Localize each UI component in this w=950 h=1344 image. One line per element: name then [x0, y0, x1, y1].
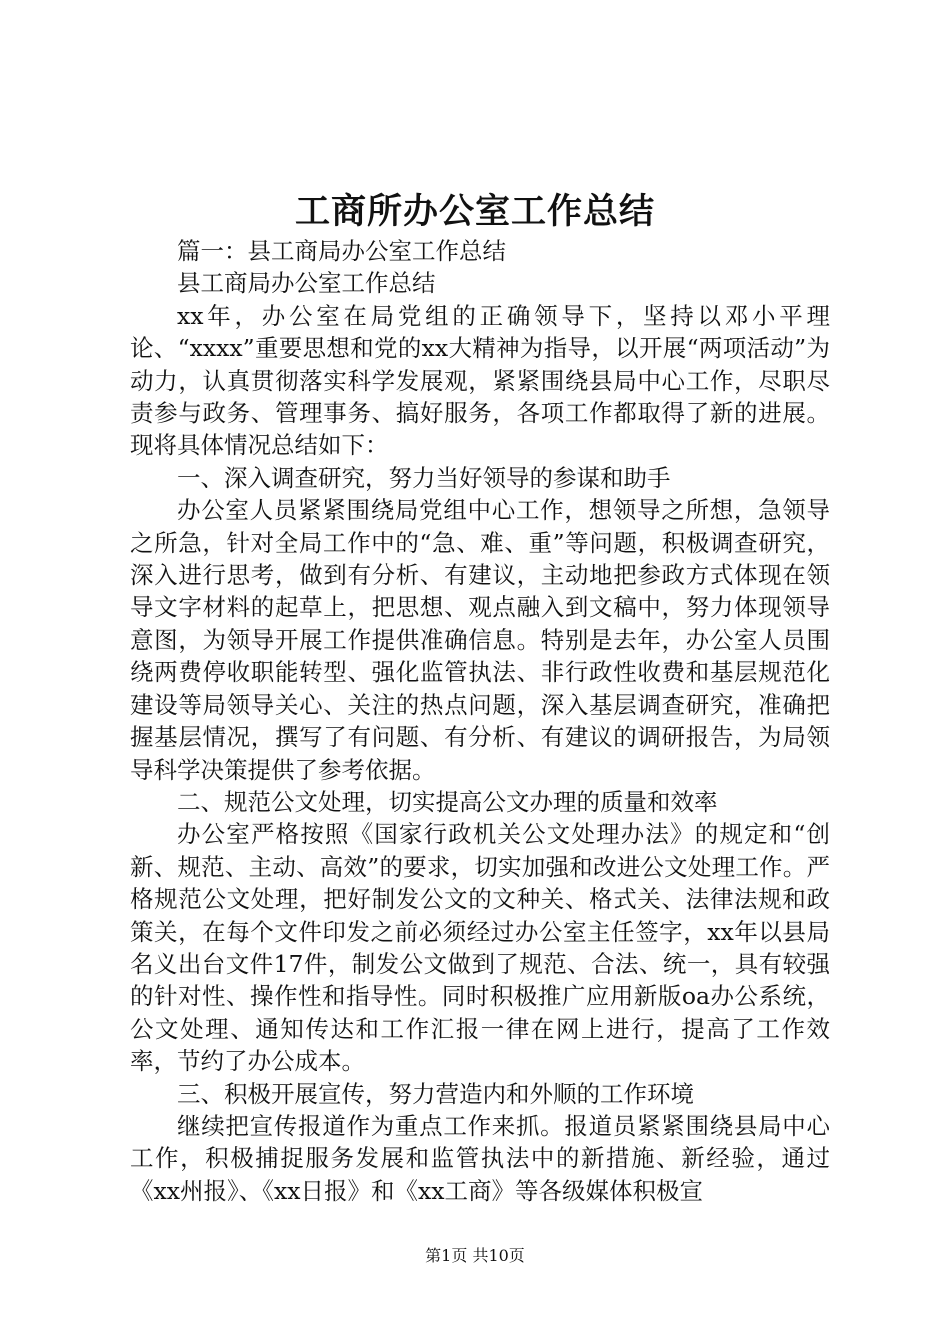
document-body [130, 235, 830, 1207]
section-heading: 一、深入调查研究，努力当好领导的参谋和助手 [177, 463, 671, 492]
section-heading: 三、积极开展宣传，努力营造内和外顺的工作环境 [177, 1079, 694, 1108]
section-heading: 篇一：县工商局办公室工作总结 [177, 237, 506, 265]
body-paragraph: 继续把宣传报道作为重点工作来抓。报道员紧紧围绕县局中心工作，积极捕捉服务发展和监管执法中的新措施、新经验，通过《xx州报》、《xx日报》和《xx工商》等各级媒体积极宣 [130, 1111, 830, 1205]
subtitle: 县工商局办公室工作总结 [177, 269, 436, 298]
body-paragraph: 办公室人员紧紧围绕局党组中心工作，想领导之所想，急领导之所急，针对全局工作中的“急、难、重”等问题，积极调查研究，深入进行思考，做到有分析、有建议，主动地把参政方式体现在领导文字材料的起草上，把思想、观点融入到文稿中，努力体现领导意图，为领导开展工作提供准确信息。特别是去年，办公室人员围绕两费停收职能转型、强化监管执法、非行政性收费和基层规范化建设等局领导关心、关注的热点问题，深入基层调查研究，准确把握基层情况，撰写了有问题、有分析、有建议的调研报告，为局领导科学决策提供了参考依据。 [130, 496, 830, 784]
document-title: 工商所办公室工作总结 [294, 191, 655, 232]
section-heading: 二、规范公文处理，切实提高公文办理的质量和效率 [177, 787, 718, 816]
page-footer: 第1页 共10页 [425, 1246, 525, 1265]
body-paragraph: 办公室严格按照《国家行政机关公文处理办法》的规定和“创新、规范、主动、高效”的要求，切实加强和改进公文处理工作。严格规范公文处理，把好制发公文的文种关、格式关、法律法规和政策关，在每个文件印发之前必须经过办公室主任签字，xx年以县局名义出台文件17件，制发公文做到了规范、合法、统一，具有较强的针对性、操作性和指导性。同时积极推广应用新版oa办公系统，公文处理、通知传达和工作汇报一律在网上进行，提高了工作效率，节约了办公成本。 [130, 820, 830, 1076]
body-paragraph: xx年，办公室在局党组的正确领导下，坚持以邓小平理论、“xxxx”重要思想和党的xx大精神为指导，以开展“两项活动”为动力，认真贯彻落实科学发展观，紧紧围绕县局中心工作，尽职尽责参与政务、管理事务、搞好服务，各项工作都取得了新的进展。现将具体情况总结如下： [130, 301, 830, 460]
